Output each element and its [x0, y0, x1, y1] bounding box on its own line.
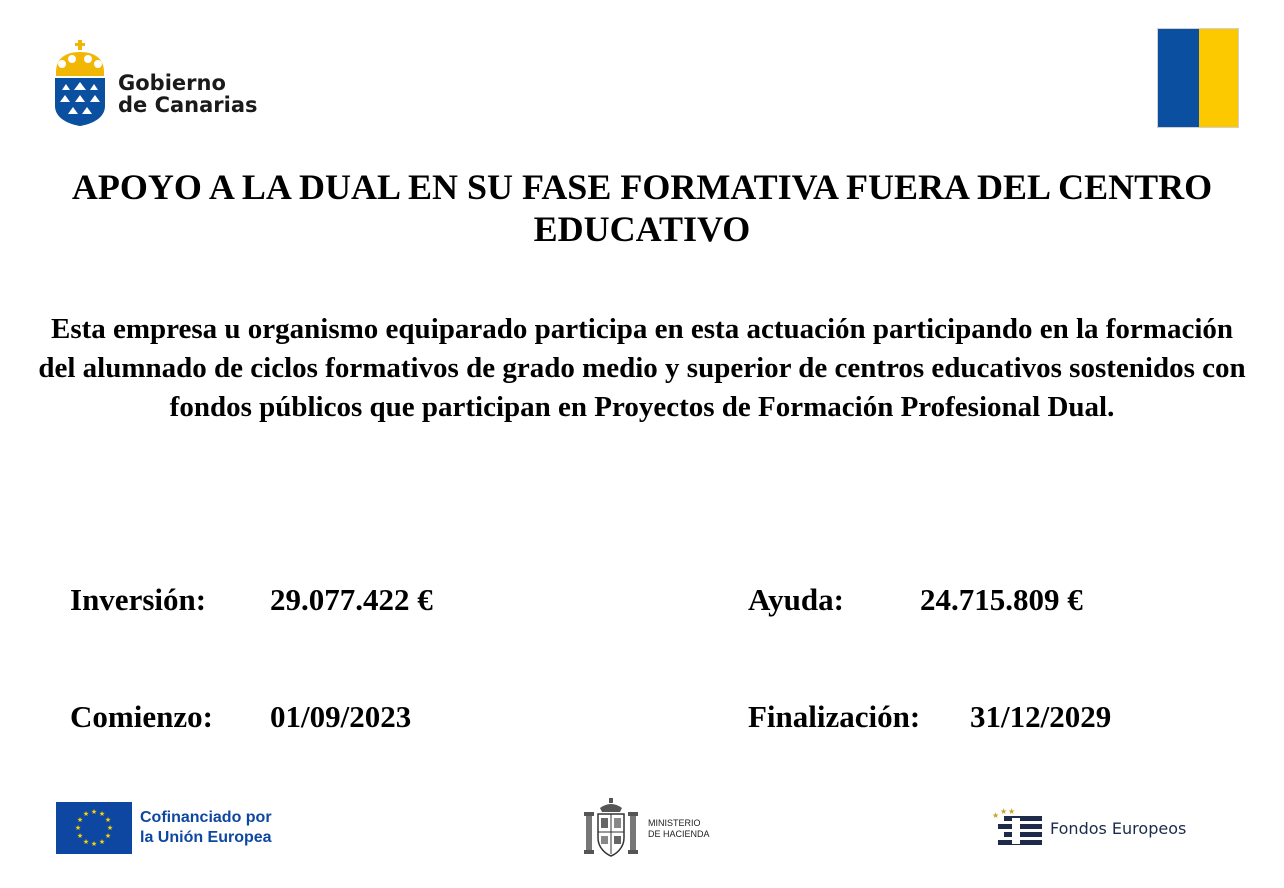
ministerio-line-2: DE HACIENDA [648, 829, 710, 839]
svg-text:★: ★ [90, 840, 98, 848]
svg-text:★: ★ [90, 808, 98, 816]
svg-text:★: ★ [1008, 807, 1016, 816]
ayuda-label: Ayuda: [748, 582, 844, 617]
canarias-flag-icon [1157, 28, 1239, 128]
svg-text:★: ★ [76, 832, 84, 840]
svg-text:★: ★ [1000, 807, 1008, 816]
svg-text:★: ★ [104, 816, 112, 824]
inversion-value: 29.077.422 € [270, 582, 433, 617]
svg-text:★: ★ [992, 811, 1000, 820]
spain-coat-of-arms-icon [582, 798, 640, 858]
fondos-europeos-label: Fondos Europeos [1050, 819, 1187, 838]
fondos-europeos-icon [990, 806, 1046, 850]
eu-line-1: Cofinanciado por [140, 809, 272, 826]
eu-line-2: la Unión Europea [140, 829, 272, 846]
eu-cofinanciado-logo [56, 802, 282, 854]
gobierno-canarias-logo [52, 40, 292, 126]
page-title: APOYO A LA DUAL EN SU FASE FORMATIVA FUERA DEL CENTRO EDUCATIVO [71, 167, 1213, 249]
comienzo-label: Comienzo: [70, 699, 213, 734]
description-text: Esta empresa u organismo equiparado participa en esta actuación participando en la formación del alumnado de ciclos formativos de grado medio y superior de centros educativos sostenidos con fondos públicos que participan en Proyectos de Formación Profesional Dual. [38, 313, 1246, 423]
svg-text:★: ★ [74, 824, 82, 832]
finalizacion-label: Finalización: [748, 699, 921, 734]
logo-line-2: de Canarias [118, 93, 258, 117]
comienzo-value: 01/09/2023 [270, 699, 412, 734]
eu-flag-icon [56, 802, 132, 854]
svg-text:★: ★ [76, 816, 84, 824]
svg-text:★: ★ [82, 810, 90, 818]
flag-stripe-yellow [1199, 29, 1238, 127]
logo-line-1: Gobierno [118, 71, 226, 95]
canarias-crest-icon [52, 40, 108, 126]
inversion-label: Inversión: [70, 582, 207, 617]
ministerio-line-1: MINISTERIO [648, 818, 701, 828]
svg-text:★: ★ [104, 832, 112, 840]
svg-text:★: ★ [98, 810, 106, 818]
svg-text:★: ★ [98, 838, 106, 846]
finalizacion-value: 31/12/2029 [970, 699, 1112, 734]
svg-text:★: ★ [106, 824, 114, 832]
fondos-europeos-logo [990, 806, 1190, 850]
ministerio-hacienda-logo [582, 798, 722, 858]
svg-text:★: ★ [82, 838, 90, 846]
ayuda-value: 24.715.809 € [920, 582, 1083, 617]
flag-stripe-blue [1158, 29, 1199, 127]
